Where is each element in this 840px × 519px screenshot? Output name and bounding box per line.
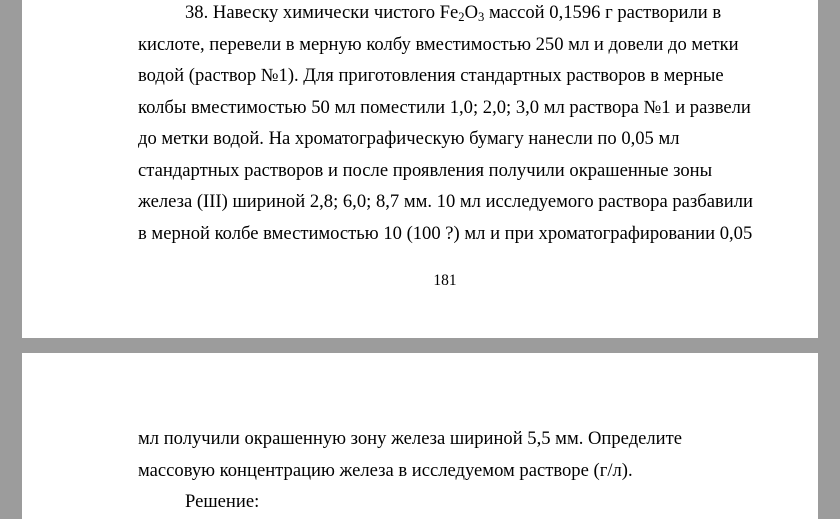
text-line-start: 38. Навеску химически чистого Fe [185, 2, 459, 23]
text-line: массовую концентрацию железа в исследуемом растворе (г/л). [138, 459, 633, 481]
text-line: стандартных растворов и после проявления получили окрашенные зоны [138, 159, 713, 181]
problem-text [138, 0, 778, 249]
text-line: водой (раствор №1). Для приготовления стандартных растворов в мерные [138, 65, 724, 86]
page-number: 181 [433, 272, 457, 289]
document-page-top [22, 0, 818, 338]
text-line: до метки водой. На хроматографическую бумагу нанесли по 0,05 мл [138, 128, 680, 149]
solution-heading: Решение: [185, 491, 260, 512]
text-line-end: массой 0,1596 г растворили в [484, 2, 722, 23]
formula-subscript: 2 [458, 9, 465, 24]
text-line: кислоте, перевели в мерную колбу вместимостью 250 мл и довели до метки [138, 33, 739, 55]
problem-text-continued [138, 423, 778, 518]
text-line [138, 0, 778, 29]
document-page-bottom [22, 353, 818, 519]
text-line: мл получили окрашенную зону железа шириной 5,5 мм. Определите [138, 428, 683, 449]
formula-element: O [464, 2, 479, 23]
formula-subscript: 3 [478, 9, 485, 24]
text-line: колбы вместимостью 50 мл поместили 1,0; 2,0; 3,0 мл раствора №1 и развели [138, 96, 751, 118]
text-line: в мерной колбе вместимостью 10 (100 ?) мл и при хроматографировании 0,05 [138, 222, 753, 244]
text-line: железа (III) шириной 2,8; 6,0; 8,7 мм. 10 мл исследуемого раствора разбавили [138, 191, 753, 212]
